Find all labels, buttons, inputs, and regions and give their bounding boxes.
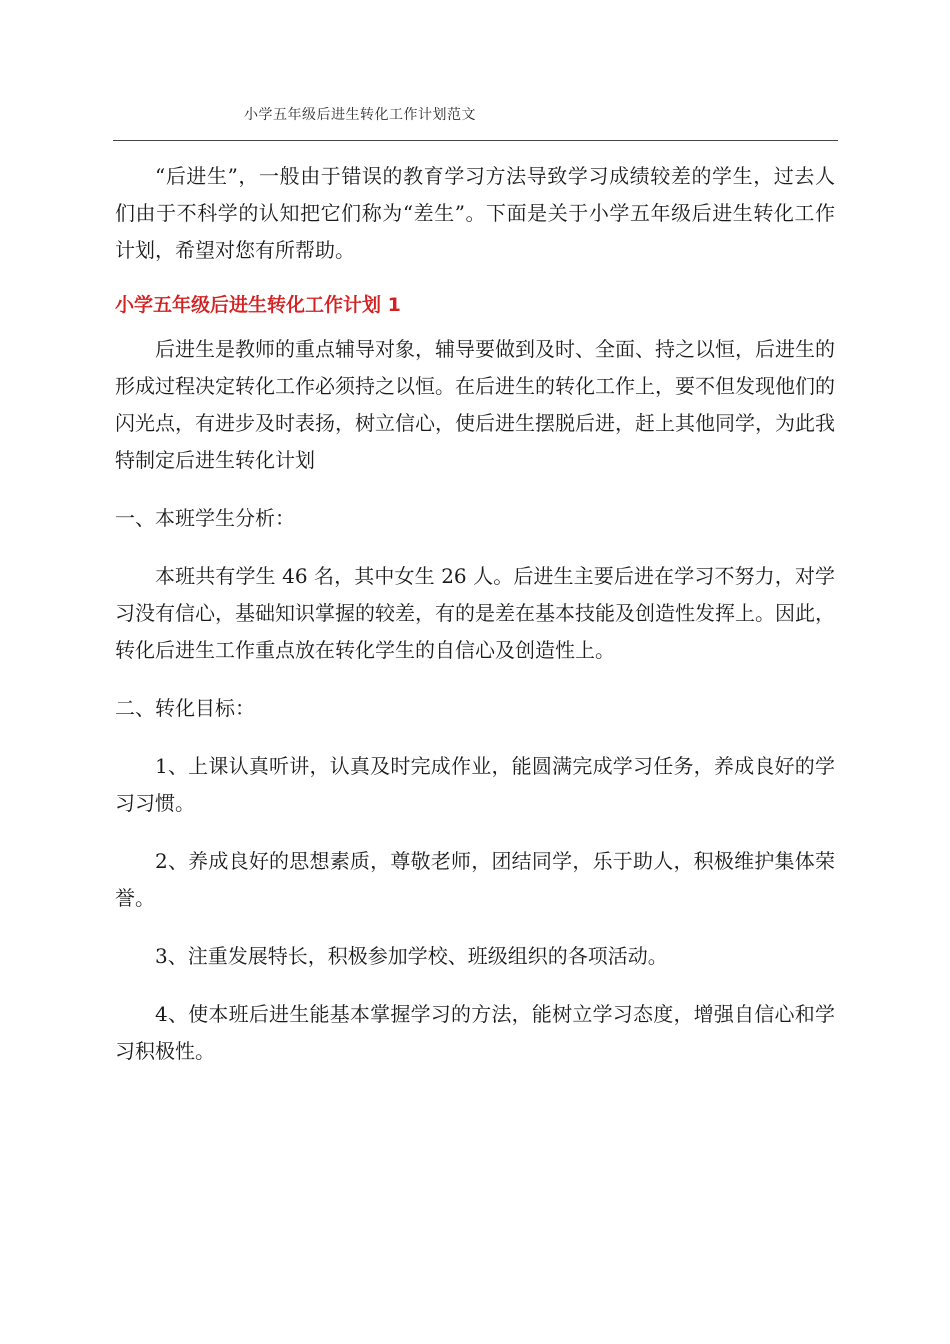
goal-item: 3、注重发展特长，积极参加学校、班级组织的各项活动。 — [155, 944, 668, 968]
document-body — [115, 158, 835, 1091]
intro-paragraph: “后进生”，一般由于错误的教育学习方法导致学习成绩较差的学生，过去人们由于不科学的认知把它们称为“差生”。下面是关于小学五年级后进生转化工作计划，希望对您有所帮助。 — [115, 164, 835, 262]
analysis-paragraph: 本班共有学生 46 名，其中女生 26 人。后进生主要后进在学习不努力，对学习没有信心，基础知识掌握的较差，有的是差在基本技能及创造性发挥上。因此，转化后进生工作重点放在转化学生的自信心及创造性上。 — [115, 564, 835, 662]
goal-item: 1、上课认真听讲，认真及时完成作业，能圆满完成学习任务，养成良好的学习习惯。 — [115, 754, 835, 815]
header-divider — [113, 140, 838, 141]
part-title-analysis: 一、本班学生分析： — [115, 506, 295, 530]
header-title: 小学五年级后进生转化工作计划范文 — [244, 107, 476, 123]
section-heading: 小学五年级后进生转化工作计划 1 — [115, 294, 401, 316]
section-paragraph: 后进生是教师的重点辅导对象，辅导要做到及时、全面、持之以恒，后进生的形成过程决定转化工作必须持之以恒。在后进生的转化工作上，要不但发现他们的闪光点，有进步及时表扬，树立信心，使后进生摆脱后进，赶上其他同学，为此我特制定后进生转化计划 — [115, 337, 835, 472]
goal-item: 4、使本班后进生能基本掌握学习的方法，能树立学习态度，增强自信心和学习积极性。 — [115, 1002, 835, 1063]
goal-item: 2、养成良好的思想素质，尊敬老师，团结同学，乐于助人，积极维护集体荣誉。 — [115, 849, 835, 910]
part-title-goals: 二、转化目标： — [115, 696, 255, 720]
